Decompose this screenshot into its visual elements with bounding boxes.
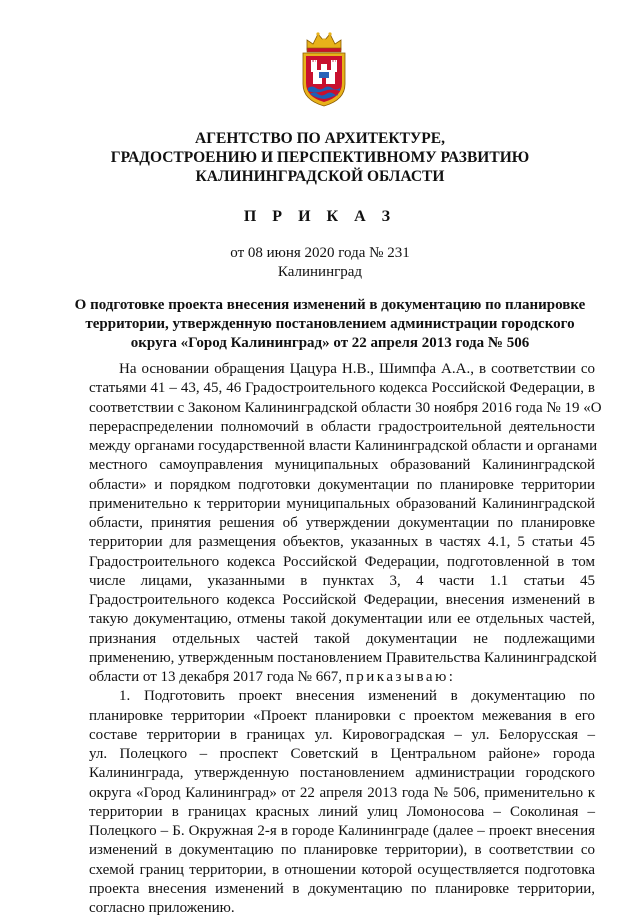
body-line: территории в границах красных линий улиц Ломоносова – Соколиная – <box>89 803 595 820</box>
order-date: от 08 июня 2020 года № 231 <box>230 245 410 261</box>
crown-icon <box>307 32 341 52</box>
order-title: П Р И К А З <box>243 208 397 225</box>
body-line: применительно к территории муниципальных образований Калининградской <box>89 495 595 512</box>
body-line: На основании обращения Цацура Н.В., Шимпфа А.А., в соответствии со <box>119 361 595 377</box>
agency-name <box>60 129 580 186</box>
body-line: такую документацию, отмены такой документации или ее отдельных частей, <box>89 611 595 628</box>
body-line: статьями 41 – 43, 45, 46 Градостроительного кодекса Российской Федерации, в <box>89 380 595 397</box>
body-line <box>89 668 595 687</box>
body-line: планировке территории «Проект планировки с проектом межевания в его <box>89 707 595 724</box>
body-line: местного самоуправления муниципальных образований Калининградской <box>89 457 595 474</box>
body-line: изменений в документацию по планировке территории), в соответствии со <box>89 842 595 859</box>
body-line: территории для размещения объектов, указанных в частях 4.1, 5 статьи 45 <box>89 534 595 551</box>
body-line: применению, утвержденным постановлением Правительства Калининградской <box>89 649 597 666</box>
order-keyword: приказываю: <box>345 669 456 685</box>
subject-line: округа «Город Калининград» от 22 апреля 2013 года № 506 <box>130 335 530 351</box>
body-line: схемой границ территории, в отношении которой осуществляется подготовка <box>89 861 595 878</box>
body-line: перераспределении полномочий в области градостроительной деятельности <box>89 418 595 435</box>
body-line: области» и порядком подготовки документации по планировке территории <box>89 476 595 493</box>
subject-line: О подготовке проекта внесения изменений в документацию по планировке <box>74 297 586 313</box>
body-line: соответствии с Законом Калининградской области 30 ноября 2016 года № 19 «О <box>89 399 602 416</box>
subject-line: территории, утвержденную постановлением администрации городского <box>85 316 575 332</box>
agency-line: АГЕНТСТВО ПО АРХИТЕКТУРЕ, <box>195 130 445 147</box>
agency-line: ГРАДОСТРОЕНИЮ И ПЕРСПЕКТИВНОМУ РАЗВИТИЮ <box>110 149 530 166</box>
order-subject <box>60 296 600 353</box>
body-line: согласно приложению. <box>89 900 235 916</box>
body-line: проекта внесения изменений в документацию по планировке территории, <box>89 880 595 897</box>
body-line: округа «Город Калининград» от 22 апреля 2013 года № 506, применительно к <box>89 784 595 801</box>
body-line: Градостроительного кодекса Российской Федерации, подготовленной в том <box>89 553 595 570</box>
body-line: ул. Полецкого – проспект Советский в Центральном районе» города <box>89 746 595 762</box>
body-line: признания отдельных частей такой документации не подлежащими <box>89 630 595 647</box>
body-line: Градостроительного кодекса Российской Федерации, внесения изменений в <box>89 592 595 608</box>
order-date-block <box>0 244 640 282</box>
order-city: Калининград <box>277 264 363 280</box>
body-line: Калининграда, утвержденную постановлением администрации городского <box>89 765 595 782</box>
body-line: Полецкого – Б. Окружная 2-я в городе Калининграде (далее – проект внесения <box>89 823 595 839</box>
body-line: области, принятия решения об утверждении документации по планировке <box>89 515 595 531</box>
body-line: 1. Подготовить проект внесения изменений в документацию по <box>119 688 595 705</box>
agency-line: КАЛИНИНГРАДСКОЙ ОБЛАСТИ <box>195 168 445 185</box>
body-line: между органами государственной власти Калининградской области и органами <box>89 438 598 454</box>
body-line: составе территории в границах ул. Кировоградская – ул. Белорусская – <box>89 726 595 743</box>
body-line-text: области от 13 декабря 2017 года № 667, <box>89 669 342 685</box>
coat-of-arms-emblem <box>297 28 351 108</box>
body-line: числе лицами, указанными в пунктах 3, 4 части 1.1 статьи 45 <box>89 572 595 589</box>
order-body <box>89 360 602 918</box>
